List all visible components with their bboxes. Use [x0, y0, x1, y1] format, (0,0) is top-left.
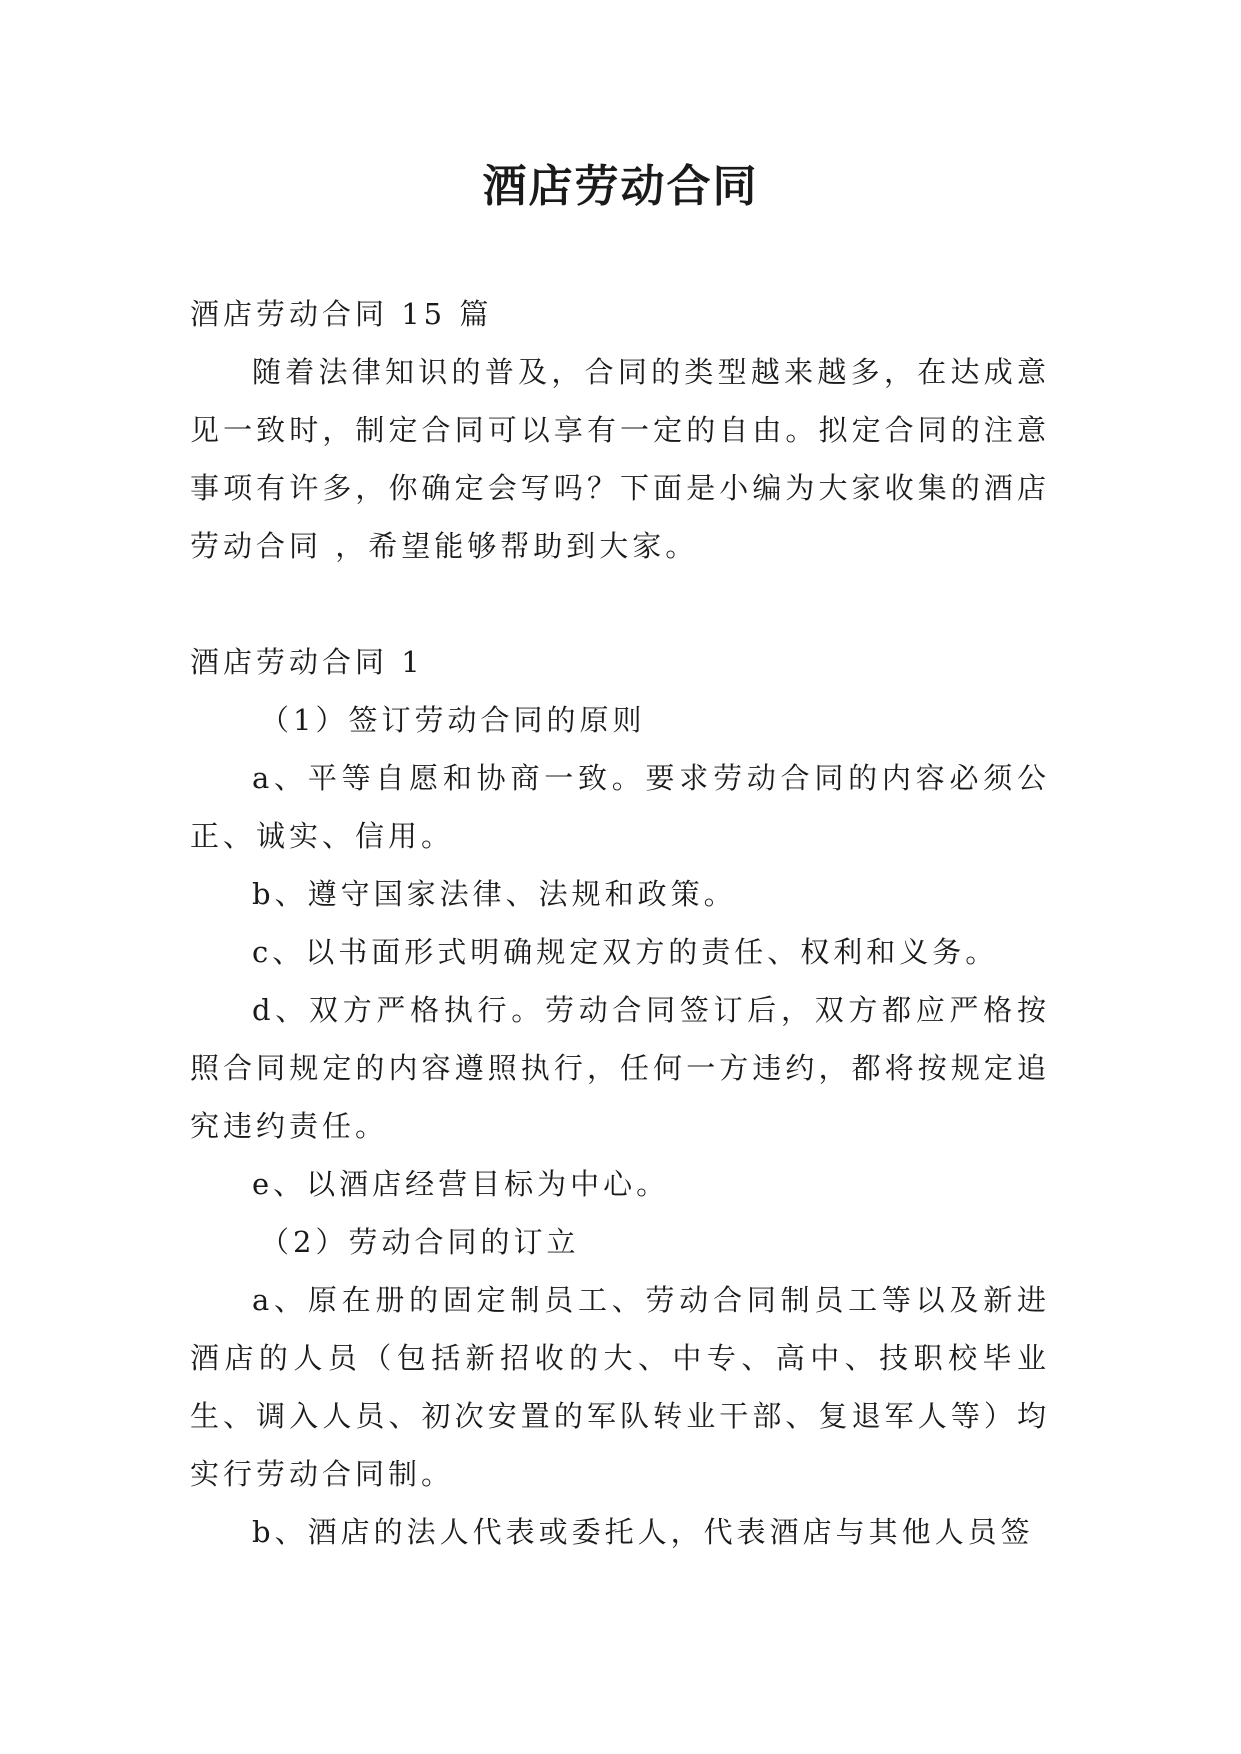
document-body — [190, 285, 1050, 1561]
intro-paragraph: 随着法律知识的普及，合同的类型越来越多，在达成意见一致时，制定合同可以享有一定的自由。拟定合同的注意事项有许多，你确定会写吗？下面是小编为大家收集的酒店劳动合同 ，希望能够帮助到大家。 — [190, 355, 1050, 563]
part2-item-a: a、原在册的固定制员工、劳动合同制员工等以及新进酒店的人员（包括新招收的大、中专、高中、技职校毕业生、调入人员、初次安置的军队转业干部、复退军人等）均实行劳动合同制。 — [190, 1283, 1050, 1491]
spacer — [190, 575, 1050, 633]
part2-item-b: b、酒店的法人代表或委托人，代表酒店与其他人员签 — [252, 1515, 1034, 1549]
part1-item-d: d、双方严格执行。劳动合同签订后，双方都应严格按照合同规定的内容遵照执行，任何一方违约，都将按规定追究违约责任。 — [190, 993, 1050, 1143]
section-heading: 酒店劳动合同 1 — [190, 645, 424, 679]
part1-item-c: c、以书面形式明确规定双方的责任、权利和义务。 — [252, 935, 999, 969]
part1-heading: （1）签订劳动合同的原则 — [260, 703, 646, 737]
subtitle: 酒店劳动合同 15 篇 — [190, 297, 493, 331]
part1-item-e: e、以酒店经营目标为中心。 — [252, 1167, 670, 1201]
part2-heading: （2）劳动合同的订立 — [260, 1225, 580, 1259]
part1-item-a: a、平等自愿和协商一致。要求劳动合同的内容必须公正、诚实、信用。 — [190, 761, 1050, 853]
part1-item-b: b、遵守国家法律、法规和政策。 — [252, 877, 737, 911]
document-title: 酒店劳动合同 — [482, 161, 759, 212]
